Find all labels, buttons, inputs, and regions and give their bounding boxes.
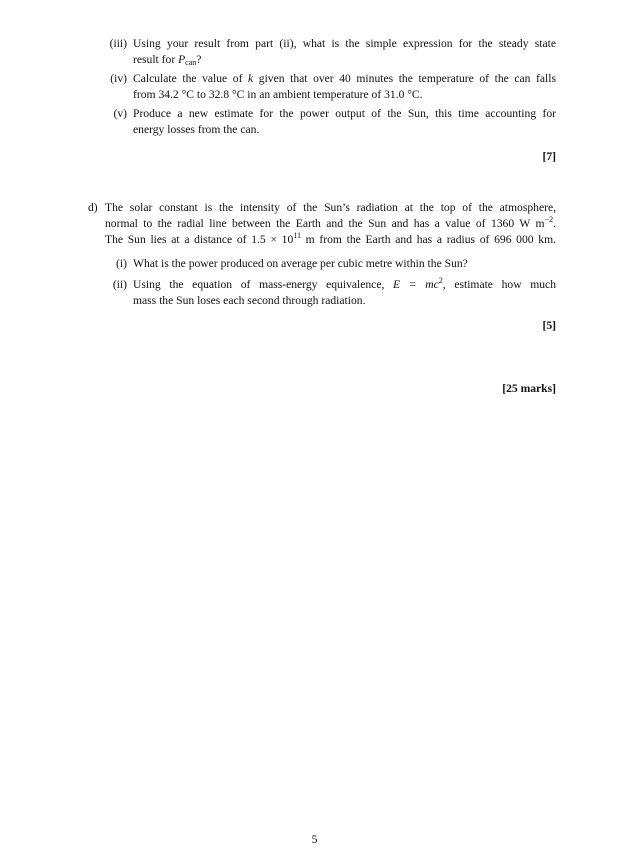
question-item-d-i xyxy=(107,256,556,272)
question-item-c-iv xyxy=(107,71,556,103)
text-line: Calculate the value of k given that over 40 minutes the temperature of the can falls xyxy=(133,72,556,85)
text-line: Using your result from part (ii), what is the simple expression for the steady state xyxy=(133,37,556,50)
marks-part-c: [7] xyxy=(542,150,556,163)
item-text xyxy=(133,36,556,68)
item-label: (iv) xyxy=(110,72,127,85)
item-text xyxy=(133,71,556,103)
item-label: (ii) xyxy=(112,278,127,291)
text-line: mass the Sun loses each second through radiation. xyxy=(133,294,366,307)
part-d-text xyxy=(105,200,556,248)
item-text xyxy=(133,277,556,309)
text-line: normal to the radial line between the Earth and the Sun and has a value of 1360 W $m^{-2}$. xyxy=(105,215,556,230)
item-text xyxy=(133,106,556,138)
question-item-c-v xyxy=(107,106,556,138)
text-line: energy losses from the can. xyxy=(133,123,260,136)
item-label: (i) xyxy=(116,257,127,270)
question-item-c-iii xyxy=(107,36,556,68)
page-number: 5 xyxy=(311,833,318,846)
text-line: The Sun lies at a distance of $1.5 \times 10^{11}$ m from the Earth and has a radius of 696 000 km. xyxy=(105,231,556,246)
marks-part-d: [5] xyxy=(542,319,556,332)
part-label: d) xyxy=(88,201,98,214)
item-label: (iii) xyxy=(109,37,127,50)
question-part-d xyxy=(88,200,556,248)
symbol-k: k xyxy=(248,72,254,85)
solar-constant-value: 1360 W $m^{-2}$ xyxy=(490,215,554,230)
symbol-p-can: $P_{can}$ xyxy=(178,53,197,67)
temperature-value: 34.2 °C xyxy=(158,88,194,101)
item-text xyxy=(133,256,556,272)
temperature-value: 32.8 °C xyxy=(208,88,245,101)
radius-value: 696 000 km xyxy=(494,233,554,246)
text-line: The solar constant is the intensity of the Sun’s radiation at the top of the atmosphere, xyxy=(105,201,556,214)
item-label: (v) xyxy=(113,107,127,120)
total-marks: [25 marks] xyxy=(502,382,556,395)
temperature-value: 31.0 °C xyxy=(384,88,420,101)
text-line: result for $P_{can}$? xyxy=(133,53,202,67)
equation-e-mc2: $E = mc^2$ xyxy=(393,276,443,291)
text-line: Using the equation of mass-energy equivalence, $E = mc^2$, estimate how much xyxy=(133,276,556,291)
text-line: What is the power produced on average per cubic metre within the Sun? xyxy=(133,257,468,270)
distance-value: $1.5 \times 10^{11}$ m xyxy=(251,231,315,246)
question-item-d-ii xyxy=(107,277,556,309)
text-line: from 34.2 °C to 32.8 °C in an ambient temperature of 31.0 °C. xyxy=(133,88,423,101)
text-line: Produce a new estimate for the power output of the Sun, this time accounting for xyxy=(133,107,556,120)
